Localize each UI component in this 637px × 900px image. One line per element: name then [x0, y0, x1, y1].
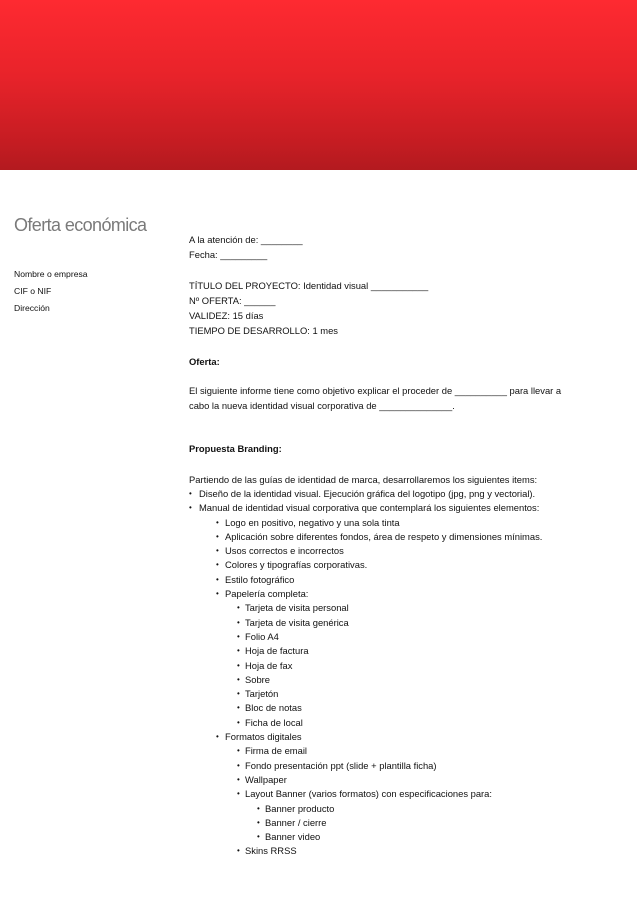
- list-item: • Banner / cierre: [257, 816, 619, 830]
- list-item: • Hoja de fax: [237, 659, 619, 673]
- header-banner: [0, 0, 637, 170]
- bullet-icon: •: [237, 774, 240, 784]
- project-title-line: TÍTULO DEL PROYECTO: Identidad visual ___________: [189, 280, 429, 291]
- offer-text-line-1: El siguiente informe tiene como objetivo explicar el proceder de __________ para llevar a: [189, 385, 562, 396]
- bullet-icon: •: [237, 746, 240, 756]
- bullet-icon: •: [216, 732, 219, 742]
- list-item: • Hoja de factura: [237, 644, 619, 658]
- attention-line: A la atención de: ________: [189, 234, 303, 245]
- digital-formats-list: [237, 744, 619, 858]
- offer-text-line-2: cabo la nueva identidad visual corporativa de ______________.: [189, 400, 455, 411]
- list-item: • Colores y tipografías corporativas.: [216, 558, 619, 572]
- list-item: • Usos correctos e incorrectos: [216, 544, 619, 558]
- branding-heading: Propuesta Branding:: [189, 443, 282, 454]
- bullet-icon: •: [216, 517, 219, 527]
- offer-number-line: Nº OFERTA: ______: [189, 295, 276, 306]
- list-item: • Estilo fotográfico: [216, 573, 619, 587]
- list-item: • Tarjeta de visita genérica: [237, 616, 619, 630]
- list-item: • Tarjetón: [237, 687, 619, 701]
- bullet-icon: •: [237, 674, 240, 684]
- document-body: [189, 232, 619, 859]
- bullet-icon: •: [237, 646, 240, 656]
- page-title: Oferta económica: [14, 215, 147, 235]
- bullet-icon: •: [216, 574, 219, 584]
- validity-line: VALIDEZ: 15 días: [189, 310, 264, 321]
- list-item: • Bloc de notas: [237, 701, 619, 715]
- bullet-icon: •: [189, 503, 192, 513]
- bullet-icon: •: [237, 789, 240, 799]
- bullet-icon: •: [257, 803, 260, 813]
- list-item: • Logo en positivo, negativo y una sola tinta: [216, 516, 619, 530]
- list-item: • Banner video: [257, 830, 619, 844]
- bullet-icon: •: [237, 689, 240, 699]
- client-tax-id-label: CIF o NIF: [14, 286, 52, 296]
- list-item: • Sobre: [237, 673, 619, 687]
- client-fields: [14, 266, 88, 317]
- bullet-icon: •: [237, 717, 240, 727]
- bullet-icon: •: [237, 617, 240, 627]
- list-item: • Aplicación sobre diferentes fondos, área de respeto y dimensiones mínimas.: [216, 530, 619, 544]
- bullet-icon: •: [237, 603, 240, 613]
- client-address-label: Dirección: [14, 303, 50, 313]
- bullet-icon: •: [237, 760, 240, 770]
- list-item: • Layout Banner (varios formatos) con especificaciones para: • Banner producto • Banner / cierre • Banner video: [237, 787, 619, 844]
- bullet-icon: •: [237, 660, 240, 670]
- bullet-icon: •: [216, 531, 219, 541]
- bullet-icon: •: [257, 832, 260, 842]
- bullet-icon: •: [216, 546, 219, 556]
- branding-intro: Partiendo de las guías de identidad de marca, desarrollaremos los siguientes items:: [189, 474, 538, 485]
- stationery-list: [237, 601, 619, 730]
- client-name-label: Nombre o empresa: [14, 269, 88, 279]
- list-item: • Papelería completa: • Tarjeta de visita personal • Tarjeta de visita genérica • Folio A4 • Hoja de factura • Hoja de fax • Sobre • Tarjetón • Bloc de notas • Ficha de local: [216, 587, 619, 730]
- list-item: • Wallpaper: [237, 773, 619, 787]
- bullet-icon: •: [216, 560, 219, 570]
- list-item: • Fondo presentación ppt (slide + plantilla ficha): [237, 759, 619, 773]
- bullet-icon: •: [237, 846, 240, 856]
- list-item: • Skins RRSS: [237, 844, 619, 858]
- list-item: • Folio A4: [237, 630, 619, 644]
- list-item: • Formatos digitales • Firma de email • Fondo presentación ppt (slide + plantilla ficha) • Wallpaper • Layout Banner (varios formatos) con especificaciones para: • Banner producto • Banner / cierre • Banner video • Skins RRSS: [216, 730, 619, 859]
- bullet-icon: •: [257, 817, 260, 827]
- bullet-icon: •: [237, 703, 240, 713]
- date-line: Fecha: _________: [189, 249, 268, 260]
- list-item: • Banner producto: [257, 802, 619, 816]
- list-item: • Ficha de local: [237, 716, 619, 730]
- bullet-icon: •: [237, 631, 240, 641]
- bullet-icon: •: [216, 589, 219, 599]
- branding-list: [189, 487, 619, 859]
- dev-time-line: TIEMPO DE DESARROLLO: 1 mes: [189, 325, 338, 336]
- list-item: • Manual de identidad visual corporativa que contemplará los siguientes elementos: • Logo en positivo, negativo y una sola tinta • Aplicación sobre diferentes fondos, área de respeto y dimensiones mínimas. • Usos correctos e incorrectos • Colores y tipografías corporativas. • Estilo fotográfico • Papelería completa: • Tarjeta de visita personal • Tarjeta de visita genérica • Folio A4 • Hoja de factura • Hoja de fax • Sobre • Tarjetón • Bloc de notas • Ficha de local • Formatos digitales • Firma de email • Fondo presentación ppt (slide + plantilla ficha) • Wallpaper • Layout Banner (varios formatos) con especificaciones para: • Banner producto • Banner / cierre • Banner video • Skins RRSS: [189, 501, 619, 858]
- manual-elements-list: [216, 516, 619, 859]
- list-item: • Diseño de la identidad visual. Ejecución gráfica del logotipo (jpg, png y vectorial).: [189, 487, 619, 501]
- banner-list: [257, 802, 619, 845]
- list-item: • Firma de email: [237, 744, 619, 758]
- offer-heading: Oferta:: [189, 356, 220, 367]
- bullet-icon: •: [189, 489, 192, 498]
- list-item: • Tarjeta de visita personal: [237, 601, 619, 615]
